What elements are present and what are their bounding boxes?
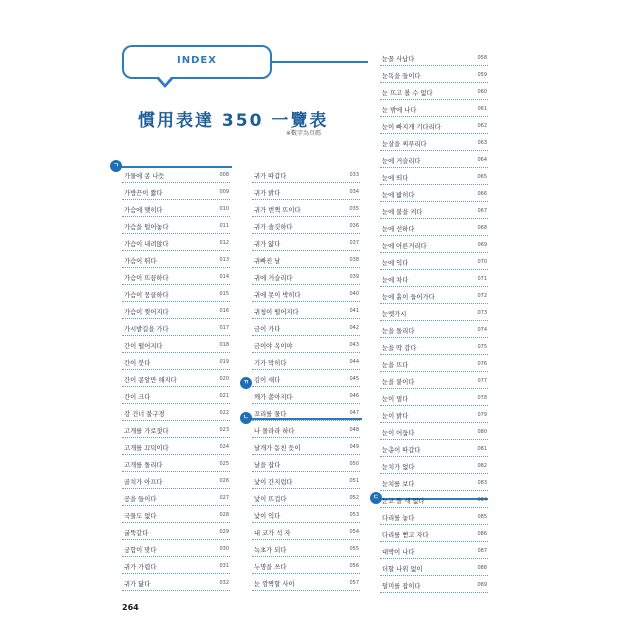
entry-page-number: 063 xyxy=(477,140,487,146)
index-entry xyxy=(122,404,230,421)
index-column-2 xyxy=(252,166,360,591)
entry-page-number: 056 xyxy=(349,563,359,569)
index-entry xyxy=(380,423,488,440)
entry-page-number: 060 xyxy=(477,89,487,95)
entry-term: 눈이 밝다 xyxy=(382,413,409,420)
entry-page-number: 037 xyxy=(349,240,359,246)
entry-page-number: 069 xyxy=(477,242,487,248)
index-entry xyxy=(122,200,230,217)
index-entry xyxy=(380,253,488,270)
entry-page-number: 031 xyxy=(219,563,229,569)
entry-term: 김이 새다 xyxy=(254,377,281,384)
index-entry xyxy=(252,404,360,421)
entry-page-number: 026 xyxy=(219,478,229,484)
entry-page-number: 057 xyxy=(349,580,359,586)
entry-page-number: 088 xyxy=(477,565,487,571)
entry-term: 귀청이 떨어지다 xyxy=(254,309,299,316)
page-number: 264 xyxy=(122,603,139,612)
entry-page-number: 089 xyxy=(477,582,487,588)
index-entry xyxy=(122,234,230,251)
index-speech-bubble xyxy=(122,45,272,79)
index-entry xyxy=(380,117,488,134)
index-entry xyxy=(380,525,488,542)
entry-term: 녹초가 되다 xyxy=(254,547,287,554)
entry-term: 눈에 흙이 들어가다 xyxy=(382,294,435,301)
index-entry xyxy=(380,100,488,117)
entry-page-number: 032 xyxy=(219,580,229,586)
entry-page-number: 024 xyxy=(219,444,229,450)
index-entry xyxy=(252,540,360,557)
index-entry xyxy=(380,508,488,525)
entry-page-number: 080 xyxy=(477,429,487,435)
page-title: 慣用表達 350 一覽表 xyxy=(138,111,329,131)
entry-term: 가슴이 뛰다 xyxy=(124,258,157,265)
entry-term: 간이 콩알만 해지다 xyxy=(124,377,177,384)
entry-term: 눈코 뜰 새 없다 xyxy=(382,498,425,505)
index-entry xyxy=(380,83,488,100)
entry-page-number: 014 xyxy=(219,274,229,280)
entry-page-number: 066 xyxy=(477,191,487,197)
entry-page-number: 070 xyxy=(477,259,487,265)
entry-term: 가슴을 털어놓다 xyxy=(124,224,169,231)
index-entry xyxy=(122,523,230,540)
index-entry xyxy=(380,321,488,338)
entry-page-number: 009 xyxy=(219,189,229,195)
entry-term: 가슴이 내려앉다 xyxy=(124,241,169,248)
entry-term: 꼬리를 물다 xyxy=(254,411,287,418)
index-entry xyxy=(380,151,488,168)
index-entry xyxy=(252,183,360,200)
entry-term: 귀빠진 날 xyxy=(254,258,281,265)
entry-page-number: 078 xyxy=(477,395,487,401)
entry-term: 눈을 돌리다 xyxy=(382,328,415,335)
entry-term: 귀에 못이 박히다 xyxy=(254,292,301,299)
index-entry xyxy=(380,389,488,406)
index-entry xyxy=(252,472,360,489)
entry-page-number: 050 xyxy=(349,461,359,467)
index-entry xyxy=(122,302,230,319)
entry-term: 눈을 딱 감다 xyxy=(382,345,417,352)
entry-term: 눈에 띄다 xyxy=(382,175,409,182)
entry-term: 공을 들이다 xyxy=(124,496,157,503)
entry-page-number: 081 xyxy=(477,446,487,452)
entry-page-number: 085 xyxy=(477,514,487,520)
entry-page-number: 058 xyxy=(477,55,487,61)
entry-page-number: 039 xyxy=(349,274,359,280)
entry-term: 골치가 아프다 xyxy=(124,479,163,486)
entry-page-number: 020 xyxy=(219,376,229,382)
section-marker-nieun: ㄴ xyxy=(240,412,252,424)
index-entry xyxy=(380,406,488,423)
entry-page-number: 082 xyxy=(477,463,487,469)
index-entry xyxy=(122,540,230,557)
entry-term: 눈에 익다 xyxy=(382,260,409,267)
entry-page-number: 042 xyxy=(349,325,359,331)
entry-page-number: 040 xyxy=(349,291,359,297)
entry-page-number: 072 xyxy=(477,293,487,299)
index-entry xyxy=(252,387,360,404)
entry-page-number: 068 xyxy=(477,225,487,231)
entry-term: 고개를 돌리다 xyxy=(124,462,163,469)
entry-term: 눈총이 따갑다 xyxy=(382,447,421,454)
index-entry xyxy=(252,268,360,285)
index-entry xyxy=(122,285,230,302)
index-entry xyxy=(252,353,360,370)
entry-term: 귀가 따갑다 xyxy=(254,173,287,180)
index-entry xyxy=(252,234,360,251)
index-entry xyxy=(252,251,360,268)
index-entry xyxy=(122,557,230,574)
index-entry xyxy=(122,438,230,455)
entry-term: 간이 떨어지다 xyxy=(124,343,163,350)
index-entry xyxy=(380,474,488,491)
entry-page-number: 015 xyxy=(219,291,229,297)
entry-term: 귀가 닳다 xyxy=(124,581,151,588)
entry-page-number: 041 xyxy=(349,308,359,314)
entry-term: 눈에 아른거리다 xyxy=(382,243,427,250)
entry-page-number: 061 xyxy=(477,106,487,112)
entry-page-number: 017 xyxy=(219,325,229,331)
entry-term: 눈꼴 사납다 xyxy=(382,56,415,63)
entry-term: 가슴이 뜨끔하다 xyxy=(124,275,169,282)
entry-term: 덜미를 잡히다 xyxy=(382,583,421,590)
entry-term: 가시밭길을 가다 xyxy=(124,326,169,333)
index-entry xyxy=(380,559,488,576)
index-entry xyxy=(122,489,230,506)
index-entry xyxy=(380,168,488,185)
index-entry xyxy=(380,542,488,559)
entry-page-number: 029 xyxy=(219,529,229,535)
index-entry xyxy=(122,353,230,370)
entry-page-number: 035 xyxy=(349,206,359,212)
entry-term: 더할 나위 없이 xyxy=(382,566,423,573)
section-marker-ssanggiyeok: ㄲ xyxy=(240,377,252,389)
entry-term: 나 몰라라 하다 xyxy=(254,428,295,435)
entry-term: 눈을 뜨다 xyxy=(382,362,409,369)
index-entry xyxy=(380,491,488,508)
index-entry xyxy=(380,440,488,457)
entry-page-number: 033 xyxy=(349,172,359,178)
entry-term: 눈이 멀다 xyxy=(382,396,409,403)
entry-term: 눈이 어둡다 xyxy=(382,430,415,437)
index-entry xyxy=(252,523,360,540)
entry-page-number: 083 xyxy=(477,480,487,486)
entry-term: 눈살을 찌푸리다 xyxy=(382,141,427,148)
entry-page-number: 054 xyxy=(349,529,359,535)
entry-page-number: 036 xyxy=(349,223,359,229)
index-entry xyxy=(122,387,230,404)
index-entry xyxy=(122,336,230,353)
index-entry xyxy=(252,557,360,574)
entry-page-number: 076 xyxy=(477,361,487,367)
index-entry xyxy=(380,304,488,321)
entry-term: 대박이 나다 xyxy=(382,549,415,556)
entry-term: 귀가 얇다 xyxy=(254,241,281,248)
entry-term: 눈을 붙이다 xyxy=(382,379,415,386)
entry-term: 눈에 거슬리다 xyxy=(382,158,421,165)
entry-term: 간이 크다 xyxy=(124,394,151,401)
index-entry xyxy=(122,455,230,472)
index-entry xyxy=(252,217,360,234)
page-subtitle: ※數字為頁碼 xyxy=(286,130,322,137)
entry-term: 눈이 빠지게 기다리다 xyxy=(382,124,441,131)
entry-term: 귀가 솔깃하다 xyxy=(254,224,293,231)
index-entry xyxy=(122,574,230,591)
entry-page-number: 059 xyxy=(477,72,487,78)
entry-term: 눈에 불을 켜다 xyxy=(382,209,423,216)
entry-term: 누명을 쓰다 xyxy=(254,564,287,571)
section-marker-digeut: ㄷ xyxy=(370,492,382,504)
index-entry xyxy=(380,270,488,287)
entry-page-number: 022 xyxy=(219,410,229,416)
entry-term: 굴뚝같다 xyxy=(124,530,149,537)
entry-page-number: 008 xyxy=(219,172,229,178)
index-entry xyxy=(122,183,230,200)
entry-page-number: 013 xyxy=(219,257,229,263)
entry-term: 금이야 옥이야 xyxy=(254,343,293,350)
index-entry xyxy=(252,200,360,217)
entry-term: 귀가 밝다 xyxy=(254,190,281,197)
entry-page-number: 087 xyxy=(477,548,487,554)
entry-page-number: 073 xyxy=(477,310,487,316)
entry-term: 눈엣가시 xyxy=(382,311,407,318)
entry-page-number: 027 xyxy=(219,495,229,501)
entry-page-number: 079 xyxy=(477,412,487,418)
index-entry xyxy=(252,302,360,319)
entry-term: 고개를 끄덕이다 xyxy=(124,445,169,452)
entry-term: 금이 가다 xyxy=(254,326,281,333)
entry-page-number: 064 xyxy=(477,157,487,163)
entry-page-number: 019 xyxy=(219,359,229,365)
index-entry xyxy=(380,219,488,236)
entry-term: 기가 막히다 xyxy=(254,360,287,367)
entry-page-number: 077 xyxy=(477,378,487,384)
entry-page-number: 012 xyxy=(219,240,229,246)
entry-page-number: 043 xyxy=(349,342,359,348)
entry-page-number: 030 xyxy=(219,546,229,552)
entry-term: 다리를 놓다 xyxy=(382,515,415,522)
section-marker-giyeok: ㄱ xyxy=(110,160,122,172)
entry-page-number: 053 xyxy=(349,512,359,518)
entry-page-number: 051 xyxy=(349,478,359,484)
entry-term: 날개가 돋친 듯이 xyxy=(254,445,301,452)
entry-term: 눈독을 들이다 xyxy=(382,73,421,80)
entry-page-number: 052 xyxy=(349,495,359,501)
index-entry xyxy=(252,166,360,183)
entry-term: 눈에 차다 xyxy=(382,277,409,284)
entry-page-number: 044 xyxy=(349,359,359,365)
entry-page-number: 038 xyxy=(349,257,359,263)
index-entry xyxy=(122,217,230,234)
index-entry xyxy=(122,506,230,523)
entry-term: 내 코가 석 자 xyxy=(254,530,291,537)
index-entry xyxy=(380,576,488,593)
entry-term: 가방끈이 짧다 xyxy=(124,190,163,197)
entry-term: 눈치를 보다 xyxy=(382,481,415,488)
index-entry xyxy=(380,236,488,253)
index-entry xyxy=(252,336,360,353)
entry-term: 가물에 콩 나듯 xyxy=(124,173,165,180)
index-entry xyxy=(122,319,230,336)
entry-page-number: 023 xyxy=(219,427,229,433)
entry-term: 다리를 뻗고 자다 xyxy=(382,532,429,539)
entry-page-number: 021 xyxy=(219,393,229,399)
entry-page-number: 065 xyxy=(477,174,487,180)
index-entry xyxy=(380,355,488,372)
index-entry xyxy=(122,251,230,268)
entry-term: 깨가 쏟아지다 xyxy=(254,394,293,401)
index-entry xyxy=(252,370,360,387)
header-rule xyxy=(272,61,368,63)
entry-page-number: 018 xyxy=(219,342,229,348)
entry-term: 날을 잡다 xyxy=(254,462,281,469)
entry-page-number: 025 xyxy=(219,461,229,467)
entry-term: 낯이 익다 xyxy=(254,513,281,520)
index-entry xyxy=(252,438,360,455)
index-column-3 xyxy=(380,49,488,593)
index-entry xyxy=(252,421,360,438)
entry-term: 눈 뜨고 볼 수 없다 xyxy=(382,90,433,97)
entry-page-number: 028 xyxy=(219,512,229,518)
index-entry xyxy=(380,457,488,474)
entry-page-number: 055 xyxy=(349,546,359,552)
entry-term: 고개를 가로젓다 xyxy=(124,428,169,435)
entry-page-number: 048 xyxy=(349,427,359,433)
entry-term: 낯이 뜨겁다 xyxy=(254,496,287,503)
entry-term: 가슴에 맺히다 xyxy=(124,207,163,214)
entry-page-number: 034 xyxy=(349,189,359,195)
entry-term: 궁합이 맞다 xyxy=(124,547,157,554)
entry-page-number: 049 xyxy=(349,444,359,450)
index-entry xyxy=(122,472,230,489)
entry-page-number: 010 xyxy=(219,206,229,212)
entry-page-number: 074 xyxy=(477,327,487,333)
entry-page-number: 084 xyxy=(477,497,487,503)
entry-page-number: 075 xyxy=(477,344,487,350)
entry-page-number: 071 xyxy=(477,276,487,282)
index-entry xyxy=(252,319,360,336)
index-label: INDEX xyxy=(177,55,217,66)
index-entry xyxy=(252,285,360,302)
index-entry xyxy=(380,372,488,389)
entry-page-number: 086 xyxy=(477,531,487,537)
entry-term: 가슴이 뭉클하다 xyxy=(124,292,169,299)
index-entry xyxy=(380,134,488,151)
entry-page-number: 046 xyxy=(349,393,359,399)
entry-term: 눈치가 없다 xyxy=(382,464,415,471)
index-entry xyxy=(252,455,360,472)
entry-term: 귀에 거슬리다 xyxy=(254,275,293,282)
entry-term: 가슴이 찢어지다 xyxy=(124,309,169,316)
index-entry xyxy=(252,574,360,591)
entry-page-number: 045 xyxy=(349,376,359,382)
entry-term: 눈에 밟히다 xyxy=(382,192,415,199)
index-entry xyxy=(380,287,488,304)
index-entry xyxy=(122,166,230,183)
index-entry xyxy=(380,202,488,219)
entry-term: 눈에 선하다 xyxy=(382,226,415,233)
entry-term: 눈 밖에 나다 xyxy=(382,107,417,114)
index-entry xyxy=(380,49,488,66)
entry-page-number: 062 xyxy=(477,123,487,129)
index-entry xyxy=(380,185,488,202)
index-entry xyxy=(122,268,230,285)
entry-term: 국물도 없다 xyxy=(124,513,157,520)
entry-page-number: 011 xyxy=(219,223,229,229)
entry-term: 귀가 가렵다 xyxy=(124,564,157,571)
index-column-1 xyxy=(122,166,230,591)
entry-page-number: 016 xyxy=(219,308,229,314)
entry-term: 간이 붓다 xyxy=(124,360,151,367)
index-entry xyxy=(122,370,230,387)
entry-term: 눈 깜짝할 사이 xyxy=(254,581,295,588)
entry-term: 강 건너 불구경 xyxy=(124,411,165,418)
index-entry xyxy=(380,66,488,83)
entry-term: 낯이 간지럽다 xyxy=(254,479,293,486)
entry-page-number: 047 xyxy=(349,410,359,416)
index-entry xyxy=(122,421,230,438)
index-entry xyxy=(252,489,360,506)
index-entry xyxy=(252,506,360,523)
entry-term: 귀가 번쩍 뜨이다 xyxy=(254,207,301,214)
index-entry xyxy=(380,338,488,355)
entry-page-number: 067 xyxy=(477,208,487,214)
